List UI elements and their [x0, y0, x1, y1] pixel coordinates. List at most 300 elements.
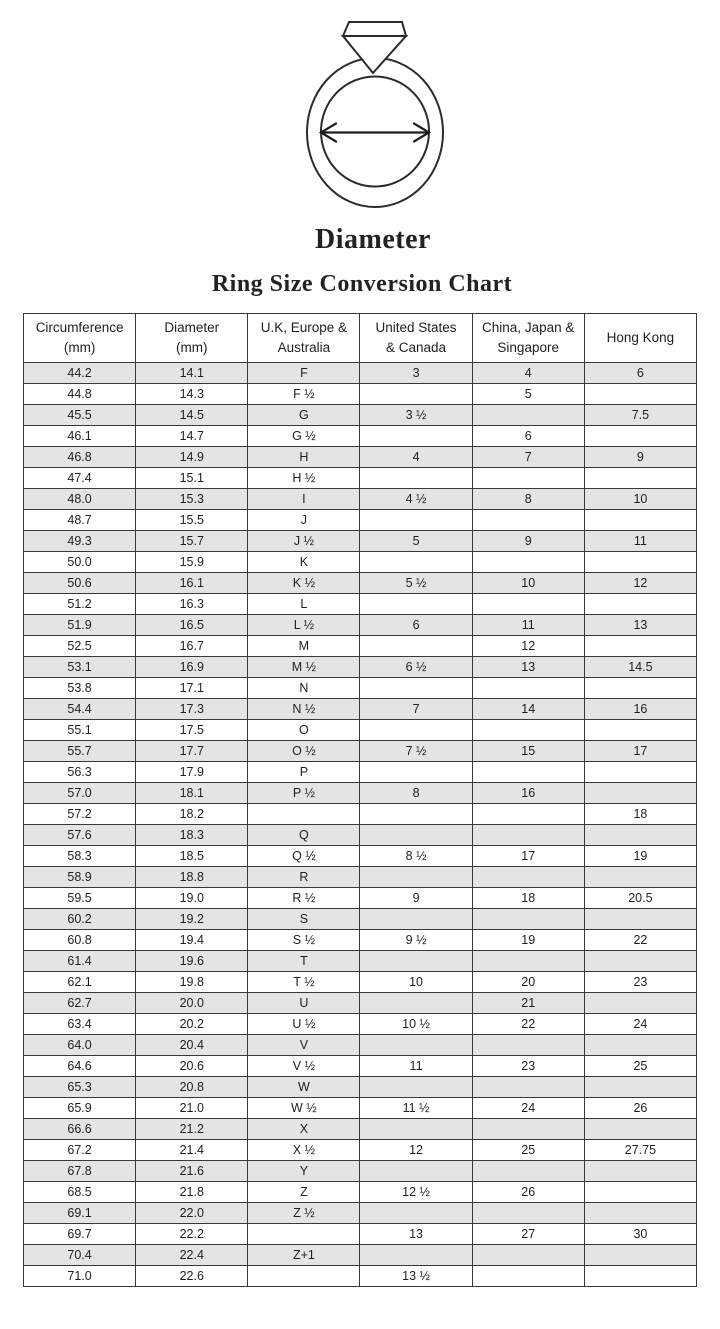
table-row — [24, 720, 697, 741]
table-cell: 22 — [472, 1014, 584, 1035]
table-cell: S ½ — [248, 930, 360, 951]
table-cell: 9 ½ — [360, 930, 472, 951]
table-row — [24, 1266, 697, 1287]
table-cell: 57.2 — [24, 804, 136, 825]
table-cell: 21.4 — [136, 1140, 248, 1161]
table-cell: 16.1 — [136, 573, 248, 594]
table-cell — [360, 1119, 472, 1140]
table-cell: 16 — [472, 783, 584, 804]
table-row — [24, 741, 697, 762]
table-cell: 15.9 — [136, 552, 248, 573]
table-cell: 25 — [472, 1140, 584, 1161]
table-cell: 9 — [360, 888, 472, 909]
table-cell — [584, 426, 696, 447]
table-row — [24, 615, 697, 636]
table-cell — [584, 1119, 696, 1140]
table-cell — [248, 1224, 360, 1245]
table-cell — [472, 1035, 584, 1056]
table-cell: 46.8 — [24, 447, 136, 468]
table-row — [24, 1035, 697, 1056]
table-cell: 13 — [584, 615, 696, 636]
table-cell: M ½ — [248, 657, 360, 678]
table-cell: 27 — [472, 1224, 584, 1245]
table-cell: 22 — [584, 930, 696, 951]
table-cell: Z+1 — [248, 1245, 360, 1266]
table-cell: 5 — [472, 384, 584, 405]
table-cell: 69.1 — [24, 1203, 136, 1224]
table-cell: 15.1 — [136, 468, 248, 489]
table-cell: 65.3 — [24, 1077, 136, 1098]
table-cell: Y — [248, 1161, 360, 1182]
table-cell: H ½ — [248, 468, 360, 489]
table-cell: I — [248, 489, 360, 510]
table-row — [24, 363, 697, 384]
table-cell — [360, 867, 472, 888]
table-cell: 17.7 — [136, 741, 248, 762]
column-header-3: U.K, Europe & Australia — [248, 314, 360, 363]
table-cell: 16.9 — [136, 657, 248, 678]
table-row — [24, 951, 697, 972]
table-cell: K — [248, 552, 360, 573]
table-cell — [360, 825, 472, 846]
table-cell: 22.4 — [136, 1245, 248, 1266]
table-cell — [360, 951, 472, 972]
table-cell: 51.9 — [24, 615, 136, 636]
table-cell — [360, 909, 472, 930]
table-cell: 20.4 — [136, 1035, 248, 1056]
table-cell: 14.7 — [136, 426, 248, 447]
table-cell: 60.2 — [24, 909, 136, 930]
page-title: Ring Size Conversion Chart — [211, 271, 513, 297]
table-row — [24, 1182, 697, 1203]
table-cell: 22.0 — [136, 1203, 248, 1224]
table-cell — [472, 468, 584, 489]
table-row — [24, 993, 697, 1014]
table-cell: 14.5 — [584, 657, 696, 678]
table-cell: 19.0 — [136, 888, 248, 909]
table-cell: 8 — [360, 783, 472, 804]
table-cell: S — [248, 909, 360, 930]
table-cell: 3 — [360, 363, 472, 384]
table-row — [24, 510, 697, 531]
table-row — [24, 384, 697, 405]
table-cell: F — [248, 363, 360, 384]
table-cell: X ½ — [248, 1140, 360, 1161]
table-cell: 10 — [472, 573, 584, 594]
table-cell: 51.2 — [24, 594, 136, 615]
table-row — [24, 783, 697, 804]
table-cell: 57.0 — [24, 783, 136, 804]
table-cell — [248, 804, 360, 825]
table-row — [24, 657, 697, 678]
table-cell — [472, 510, 584, 531]
table-cell: 50.6 — [24, 573, 136, 594]
table-cell: 17.5 — [136, 720, 248, 741]
table-cell: 18 — [472, 888, 584, 909]
table-row — [24, 405, 697, 426]
table-cell: O ½ — [248, 741, 360, 762]
table-cell: 53.8 — [24, 678, 136, 699]
table-cell: 19.6 — [136, 951, 248, 972]
table-cell: 13 — [360, 1224, 472, 1245]
table-cell — [584, 636, 696, 657]
table-cell: 20.5 — [584, 888, 696, 909]
table-cell — [360, 1203, 472, 1224]
table-cell: 4 — [360, 447, 472, 468]
table-row — [24, 972, 697, 993]
table-row — [24, 1119, 697, 1140]
table-header — [24, 314, 697, 363]
table-cell: P — [248, 762, 360, 783]
table-cell — [472, 405, 584, 426]
table-cell: W — [248, 1077, 360, 1098]
table-cell: 44.2 — [24, 363, 136, 384]
table-cell — [360, 636, 472, 657]
column-header-6: Hong Kong — [584, 314, 696, 363]
table-cell — [584, 552, 696, 573]
table-cell — [584, 678, 696, 699]
table-cell: O — [248, 720, 360, 741]
table-cell — [584, 993, 696, 1014]
table-cell: 21.2 — [136, 1119, 248, 1140]
table-cell: T ½ — [248, 972, 360, 993]
table-cell — [584, 468, 696, 489]
table-cell — [360, 552, 472, 573]
table-cell: J ½ — [248, 531, 360, 552]
table-cell: N — [248, 678, 360, 699]
table-cell: 13 ½ — [360, 1266, 472, 1287]
table-cell: 26 — [472, 1182, 584, 1203]
table-cell: 11 ½ — [360, 1098, 472, 1119]
table-cell: 11 — [472, 615, 584, 636]
diameter-label: Diameter — [315, 224, 431, 255]
table-cell: 19 — [584, 846, 696, 867]
table-cell: 62.1 — [24, 972, 136, 993]
table-cell — [472, 678, 584, 699]
table-cell: 7 ½ — [360, 741, 472, 762]
diamond-icon — [343, 22, 406, 73]
table-cell: 66.6 — [24, 1119, 136, 1140]
table-cell: 16.5 — [136, 615, 248, 636]
table-cell — [360, 1161, 472, 1182]
table-cell — [472, 1245, 584, 1266]
table-cell: 6 ½ — [360, 657, 472, 678]
table-cell: K ½ — [248, 573, 360, 594]
table-cell: 49.3 — [24, 531, 136, 552]
table-cell: 6 — [472, 426, 584, 447]
table-cell: 67.2 — [24, 1140, 136, 1161]
table-cell: 67.8 — [24, 1161, 136, 1182]
table-cell: 5 — [360, 531, 472, 552]
diameter-arrow-icon — [321, 124, 429, 142]
table-cell: L — [248, 594, 360, 615]
table-cell: 65.9 — [24, 1098, 136, 1119]
table-cell: 24 — [472, 1098, 584, 1119]
table-cell: 8 ½ — [360, 846, 472, 867]
table-cell: 15.3 — [136, 489, 248, 510]
table-cell: 58.3 — [24, 846, 136, 867]
table-cell — [472, 762, 584, 783]
table-cell: Z ½ — [248, 1203, 360, 1224]
table-cell: 19 — [472, 930, 584, 951]
table-cell: 11 — [360, 1056, 472, 1077]
table-row — [24, 1203, 697, 1224]
table-cell: 26 — [584, 1098, 696, 1119]
table-cell: 64.6 — [24, 1056, 136, 1077]
table-cell: G ½ — [248, 426, 360, 447]
table-cell: 20 — [472, 972, 584, 993]
table-cell — [472, 804, 584, 825]
table-cell: 46.1 — [24, 426, 136, 447]
table-cell: 10 — [360, 972, 472, 993]
table-cell: 18.1 — [136, 783, 248, 804]
table-cell — [584, 867, 696, 888]
table-cell — [584, 1035, 696, 1056]
table-cell — [472, 1119, 584, 1140]
table-row — [24, 489, 697, 510]
table-cell: 47.4 — [24, 468, 136, 489]
table-cell — [584, 594, 696, 615]
table-cell: 6 — [584, 363, 696, 384]
table-cell: Z — [248, 1182, 360, 1203]
table-cell: 21.8 — [136, 1182, 248, 1203]
table-cell — [584, 1203, 696, 1224]
table-cell: G — [248, 405, 360, 426]
table-cell: 17 — [584, 741, 696, 762]
table-cell: 15 — [472, 741, 584, 762]
table-cell: V — [248, 1035, 360, 1056]
table-cell: L ½ — [248, 615, 360, 636]
table-cell: 59.5 — [24, 888, 136, 909]
table-cell: 27.75 — [584, 1140, 696, 1161]
table-cell — [584, 783, 696, 804]
table-row — [24, 804, 697, 825]
table-cell: 16.7 — [136, 636, 248, 657]
table-cell: 18.8 — [136, 867, 248, 888]
table-row — [24, 1140, 697, 1161]
table-row — [24, 867, 697, 888]
table-cell: V ½ — [248, 1056, 360, 1077]
table-row — [24, 699, 697, 720]
table-cell: J — [248, 510, 360, 531]
table-cell: X — [248, 1119, 360, 1140]
table-cell: 10 — [584, 489, 696, 510]
table-cell: 17.9 — [136, 762, 248, 783]
table-cell — [472, 909, 584, 930]
table-cell: 53.1 — [24, 657, 136, 678]
table-cell: 19.2 — [136, 909, 248, 930]
table-cell: 20.6 — [136, 1056, 248, 1077]
table-cell: 15.7 — [136, 531, 248, 552]
table-cell: Q ½ — [248, 846, 360, 867]
table-cell: 12 — [584, 573, 696, 594]
table-cell: 21.6 — [136, 1161, 248, 1182]
table-cell — [472, 867, 584, 888]
table-cell: T — [248, 951, 360, 972]
table-row — [24, 1056, 697, 1077]
table-cell: 23 — [472, 1056, 584, 1077]
table-row — [24, 762, 697, 783]
table-cell: P ½ — [248, 783, 360, 804]
table-cell: 17.3 — [136, 699, 248, 720]
table-cell: 52.5 — [24, 636, 136, 657]
table-cell — [584, 909, 696, 930]
table-cell: 13 — [472, 657, 584, 678]
table-cell: 9 — [472, 531, 584, 552]
column-header-5: China, Japan & Singapore — [472, 314, 584, 363]
table-cell: 68.5 — [24, 1182, 136, 1203]
table-cell — [472, 951, 584, 972]
table-cell — [584, 1266, 696, 1287]
column-header-2: Diameter (mm) — [136, 314, 248, 363]
table-row — [24, 1161, 697, 1182]
table-cell: H — [248, 447, 360, 468]
table-cell: R — [248, 867, 360, 888]
table-cell — [472, 1266, 584, 1287]
table-row — [24, 1014, 697, 1035]
table-row — [24, 1224, 697, 1245]
table-cell: 3 ½ — [360, 405, 472, 426]
table-cell: 4 ½ — [360, 489, 472, 510]
table-cell: 20.2 — [136, 1014, 248, 1035]
table-cell: 25 — [584, 1056, 696, 1077]
table-cell — [472, 1161, 584, 1182]
table-cell — [360, 762, 472, 783]
table-cell — [584, 951, 696, 972]
table-cell — [360, 993, 472, 1014]
table-cell: 30 — [584, 1224, 696, 1245]
table-cell: 71.0 — [24, 1266, 136, 1287]
table-cell: U — [248, 993, 360, 1014]
table-cell: 24 — [584, 1014, 696, 1035]
table-cell: 20.8 — [136, 1077, 248, 1098]
table-cell — [584, 1245, 696, 1266]
table-cell — [584, 762, 696, 783]
table-cell — [360, 678, 472, 699]
table-cell — [584, 720, 696, 741]
table-cell: 14.3 — [136, 384, 248, 405]
table-cell: 7.5 — [584, 405, 696, 426]
table-cell: 18.2 — [136, 804, 248, 825]
table-cell: 14 — [472, 699, 584, 720]
table-row — [24, 1245, 697, 1266]
table-cell: 5 ½ — [360, 573, 472, 594]
table-cell: 18.3 — [136, 825, 248, 846]
table-cell: 4 — [472, 363, 584, 384]
table-cell: 7 — [472, 447, 584, 468]
table-cell: 6 — [360, 615, 472, 636]
table-cell: 70.4 — [24, 1245, 136, 1266]
table-cell: 61.4 — [24, 951, 136, 972]
table-cell: 15.5 — [136, 510, 248, 531]
table-cell: 56.3 — [24, 762, 136, 783]
table-row — [24, 888, 697, 909]
table-cell — [360, 804, 472, 825]
table-cell: 19.4 — [136, 930, 248, 951]
table-cell: 18 — [584, 804, 696, 825]
table-cell: Q — [248, 825, 360, 846]
table-cell: 69.7 — [24, 1224, 136, 1245]
table-cell: 14.9 — [136, 447, 248, 468]
table-cell: 10 ½ — [360, 1014, 472, 1035]
table-cell: R ½ — [248, 888, 360, 909]
table-cell — [472, 1077, 584, 1098]
table-cell — [584, 825, 696, 846]
table-cell: N ½ — [248, 699, 360, 720]
table-cell: 12 — [360, 1140, 472, 1161]
table-row — [24, 678, 697, 699]
table-row — [24, 930, 697, 951]
table-row — [24, 552, 697, 573]
table-cell — [248, 1266, 360, 1287]
table-cell — [472, 1203, 584, 1224]
table-cell: 21.0 — [136, 1098, 248, 1119]
table-cell — [360, 384, 472, 405]
table-cell: 44.8 — [24, 384, 136, 405]
table-cell — [360, 1245, 472, 1266]
column-header-4: United States & Canada — [360, 314, 472, 363]
header-row — [24, 314, 697, 363]
table-cell: 7 — [360, 699, 472, 720]
table-cell — [472, 552, 584, 573]
table-cell: 12 ½ — [360, 1182, 472, 1203]
table-cell — [584, 384, 696, 405]
table-cell: 22.2 — [136, 1224, 248, 1245]
table-row — [24, 909, 697, 930]
table-cell: 9 — [584, 447, 696, 468]
table-cell: F ½ — [248, 384, 360, 405]
table-cell: M — [248, 636, 360, 657]
table-cell — [472, 825, 584, 846]
table-cell — [472, 720, 584, 741]
table-cell: 63.4 — [24, 1014, 136, 1035]
table-cell: U ½ — [248, 1014, 360, 1035]
table-cell: 12 — [472, 636, 584, 657]
table-cell: 64.0 — [24, 1035, 136, 1056]
table-cell: 48.0 — [24, 489, 136, 510]
table-cell: 58.9 — [24, 867, 136, 888]
table-cell: 48.7 — [24, 510, 136, 531]
table-cell: 18.5 — [136, 846, 248, 867]
table-cell — [360, 1077, 472, 1098]
table-cell: 14.1 — [136, 363, 248, 384]
table-row — [24, 573, 697, 594]
table-cell: 45.5 — [24, 405, 136, 426]
table-cell — [360, 1035, 472, 1056]
table-cell: 62.7 — [24, 993, 136, 1014]
table-row — [24, 846, 697, 867]
table-cell: 21 — [472, 993, 584, 1014]
table-row — [24, 468, 697, 489]
table-cell: 57.6 — [24, 825, 136, 846]
table-cell — [360, 594, 472, 615]
table-cell: 60.8 — [24, 930, 136, 951]
table-cell: 23 — [584, 972, 696, 993]
table-cell: 17.1 — [136, 678, 248, 699]
ring-size-table — [23, 313, 697, 1287]
table-cell: 22.6 — [136, 1266, 248, 1287]
table-body — [24, 363, 697, 1287]
table-row — [24, 1098, 697, 1119]
table-cell: 19.8 — [136, 972, 248, 993]
table-cell: 20.0 — [136, 993, 248, 1014]
table-cell — [472, 594, 584, 615]
column-header-1: Circumference (mm) — [24, 314, 136, 363]
table-row — [24, 636, 697, 657]
table-cell: 54.4 — [24, 699, 136, 720]
table-cell: 14.5 — [136, 405, 248, 426]
table-row — [24, 426, 697, 447]
